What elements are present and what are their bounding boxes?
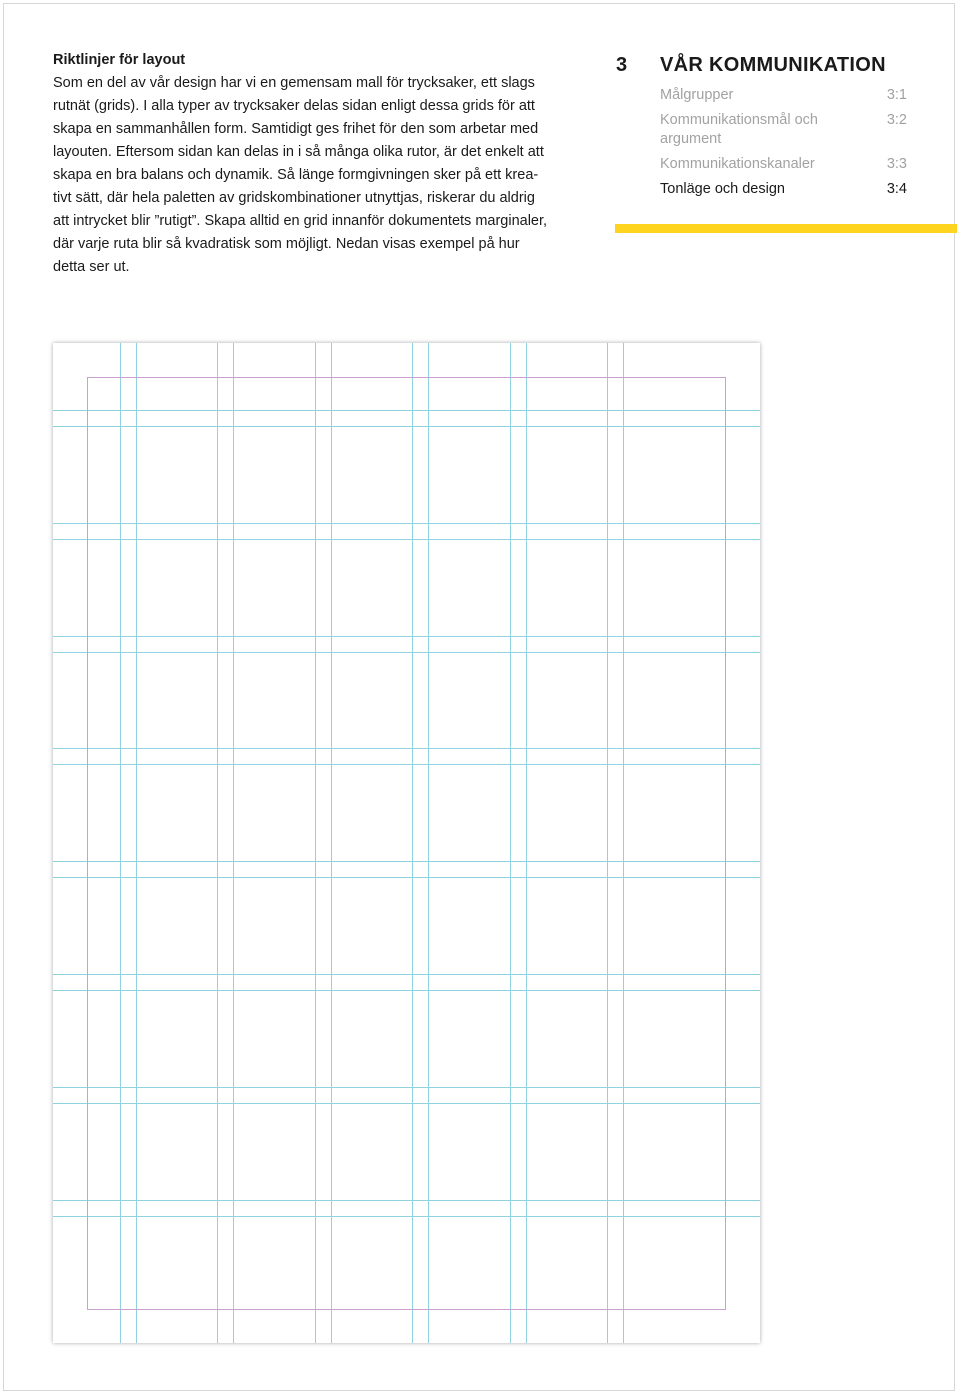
intro-section	[53, 50, 573, 279]
toc-item-kommunikationsmal[interactable]	[660, 111, 910, 149]
toc-item-kommunikationskanaler[interactable]	[660, 155, 910, 174]
intro-line: layouten. Eftersom sidan kan delas in i så många olika rutor, är det enkelt att	[53, 144, 544, 160]
intro-line: att intrycket blir ”rutigt”. Skapa alltid en grid innanför dokumentets marginaler,	[53, 213, 548, 229]
toc-item-label: Kommunikationskanaler	[660, 156, 815, 172]
section-toc	[614, 52, 957, 197]
intro-line: skapa en sammanhållen form. Samtidigt ges frihet för den som arbetar med	[53, 121, 539, 137]
layout-grid-diagram	[53, 343, 760, 1343]
toc-item-label: Målgrupper	[660, 87, 734, 103]
toc-heading	[614, 52, 957, 82]
toc-item-tonlage-och-design[interactable]	[660, 180, 910, 199]
toc-list	[660, 86, 910, 205]
toc-item-malgrupper[interactable]	[660, 86, 910, 105]
toc-item-number: 3:4	[886, 181, 907, 197]
intro-body	[53, 72, 573, 279]
toc-item-label: Tonläge och design	[660, 181, 785, 197]
intro-title: Riktlinjer för layout	[53, 52, 186, 68]
grid-example-sheet	[53, 343, 760, 1343]
section-accent-bar	[615, 224, 957, 233]
toc-item-number: 3:1	[886, 87, 907, 103]
intro-line: tivt sätt, där hela paletten av gridskombinationer utnyttjas, riskerar du aldrig	[53, 190, 535, 206]
intro-line: skapa en bra balans och dynamik. Så länge formgivningen sker på ett krea-	[53, 167, 539, 183]
section-title: VÅR KOMMUNIKATION	[660, 54, 886, 76]
intro-line: Som en del av vår design har vi en gemensam mall för trycksaker, ett slags	[53, 75, 535, 91]
toc-item-number: 3:2	[886, 112, 907, 128]
intro-line: rutnät (grids). I alla typer av trycksaker delas sidan enligt dessa grids för att	[53, 98, 535, 114]
intro-line: där varje ruta blir så kvadratisk som möjligt. Nedan visas exempel på hur	[53, 236, 520, 252]
toc-item-label: Kommunikationsmål och argument	[660, 112, 818, 147]
intro-line: detta ser ut.	[53, 259, 130, 275]
margin-guide	[88, 378, 726, 1310]
section-number: 3	[616, 54, 628, 76]
toc-item-number: 3:3	[886, 156, 907, 172]
